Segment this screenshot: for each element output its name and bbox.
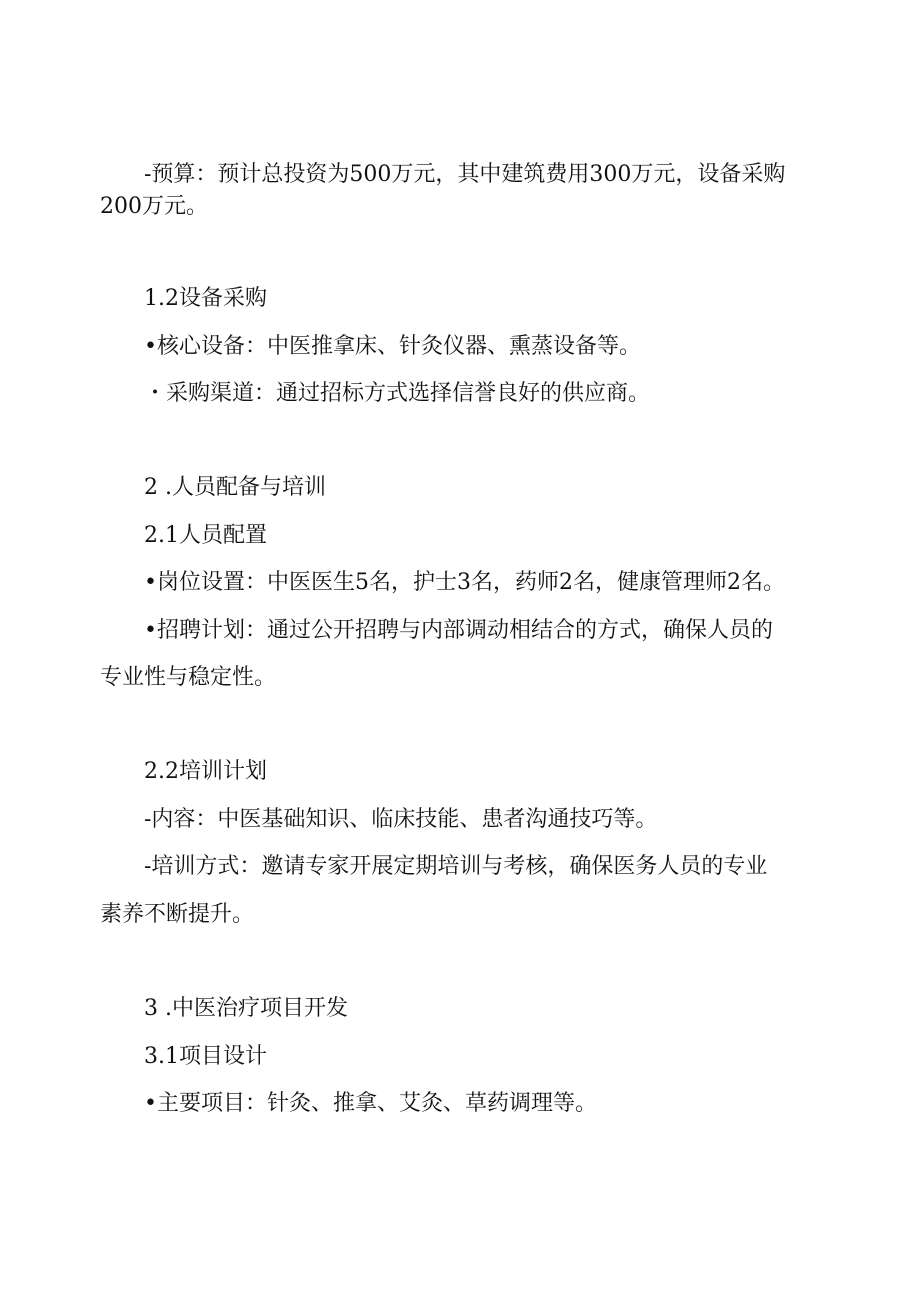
budget-line: -预算：预计总投资为500万元，其中建筑费用300万元，设备采购 (144, 162, 786, 187)
section-heading-3-1: 3.1项目设计 (144, 1044, 267, 1069)
bullet-procurement-channel: ・采购渠道：通过招标方式选择信誉良好的供应商。 (144, 381, 651, 406)
training-method-continuation: 素养不断提升。 (100, 902, 255, 927)
training-method-line: -培训方式：邀请专家开展定期培训与考核，确保医务人员的专业 (144, 854, 768, 879)
bullet-recruitment-plan: •招聘计划：通过公开招聘与内部调动相结合的方式，确保人员的 (144, 618, 773, 643)
budget-line-continuation: 200万元。 (100, 194, 208, 219)
bullet-positions: •岗位设置：中医医生5名，护士3名，药师2名，健康管理师2名。 (144, 570, 785, 595)
section-heading-3: 3 .中医治疗项目开发 (144, 996, 348, 1021)
recruitment-plan-continuation: 专业性与稳定性。 (100, 665, 277, 690)
bullet-core-equipment: •核心设备：中医推拿床、针灸仪器、熏蒸设备等。 (144, 334, 641, 359)
bullet-main-projects: •主要项目：针灸、推拿、艾灸、草药调理等。 (144, 1091, 597, 1116)
section-heading-1-2: 1.2设备采购 (144, 286, 267, 311)
section-heading-2: 2 .人员配备与培训 (144, 475, 326, 500)
section-heading-2-2: 2.2培训计划 (144, 759, 267, 784)
training-content-line: -内容：中医基础知识、临床技能、患者沟通技巧等。 (144, 807, 658, 832)
section-heading-2-1: 2.1人员配置 (144, 523, 267, 548)
